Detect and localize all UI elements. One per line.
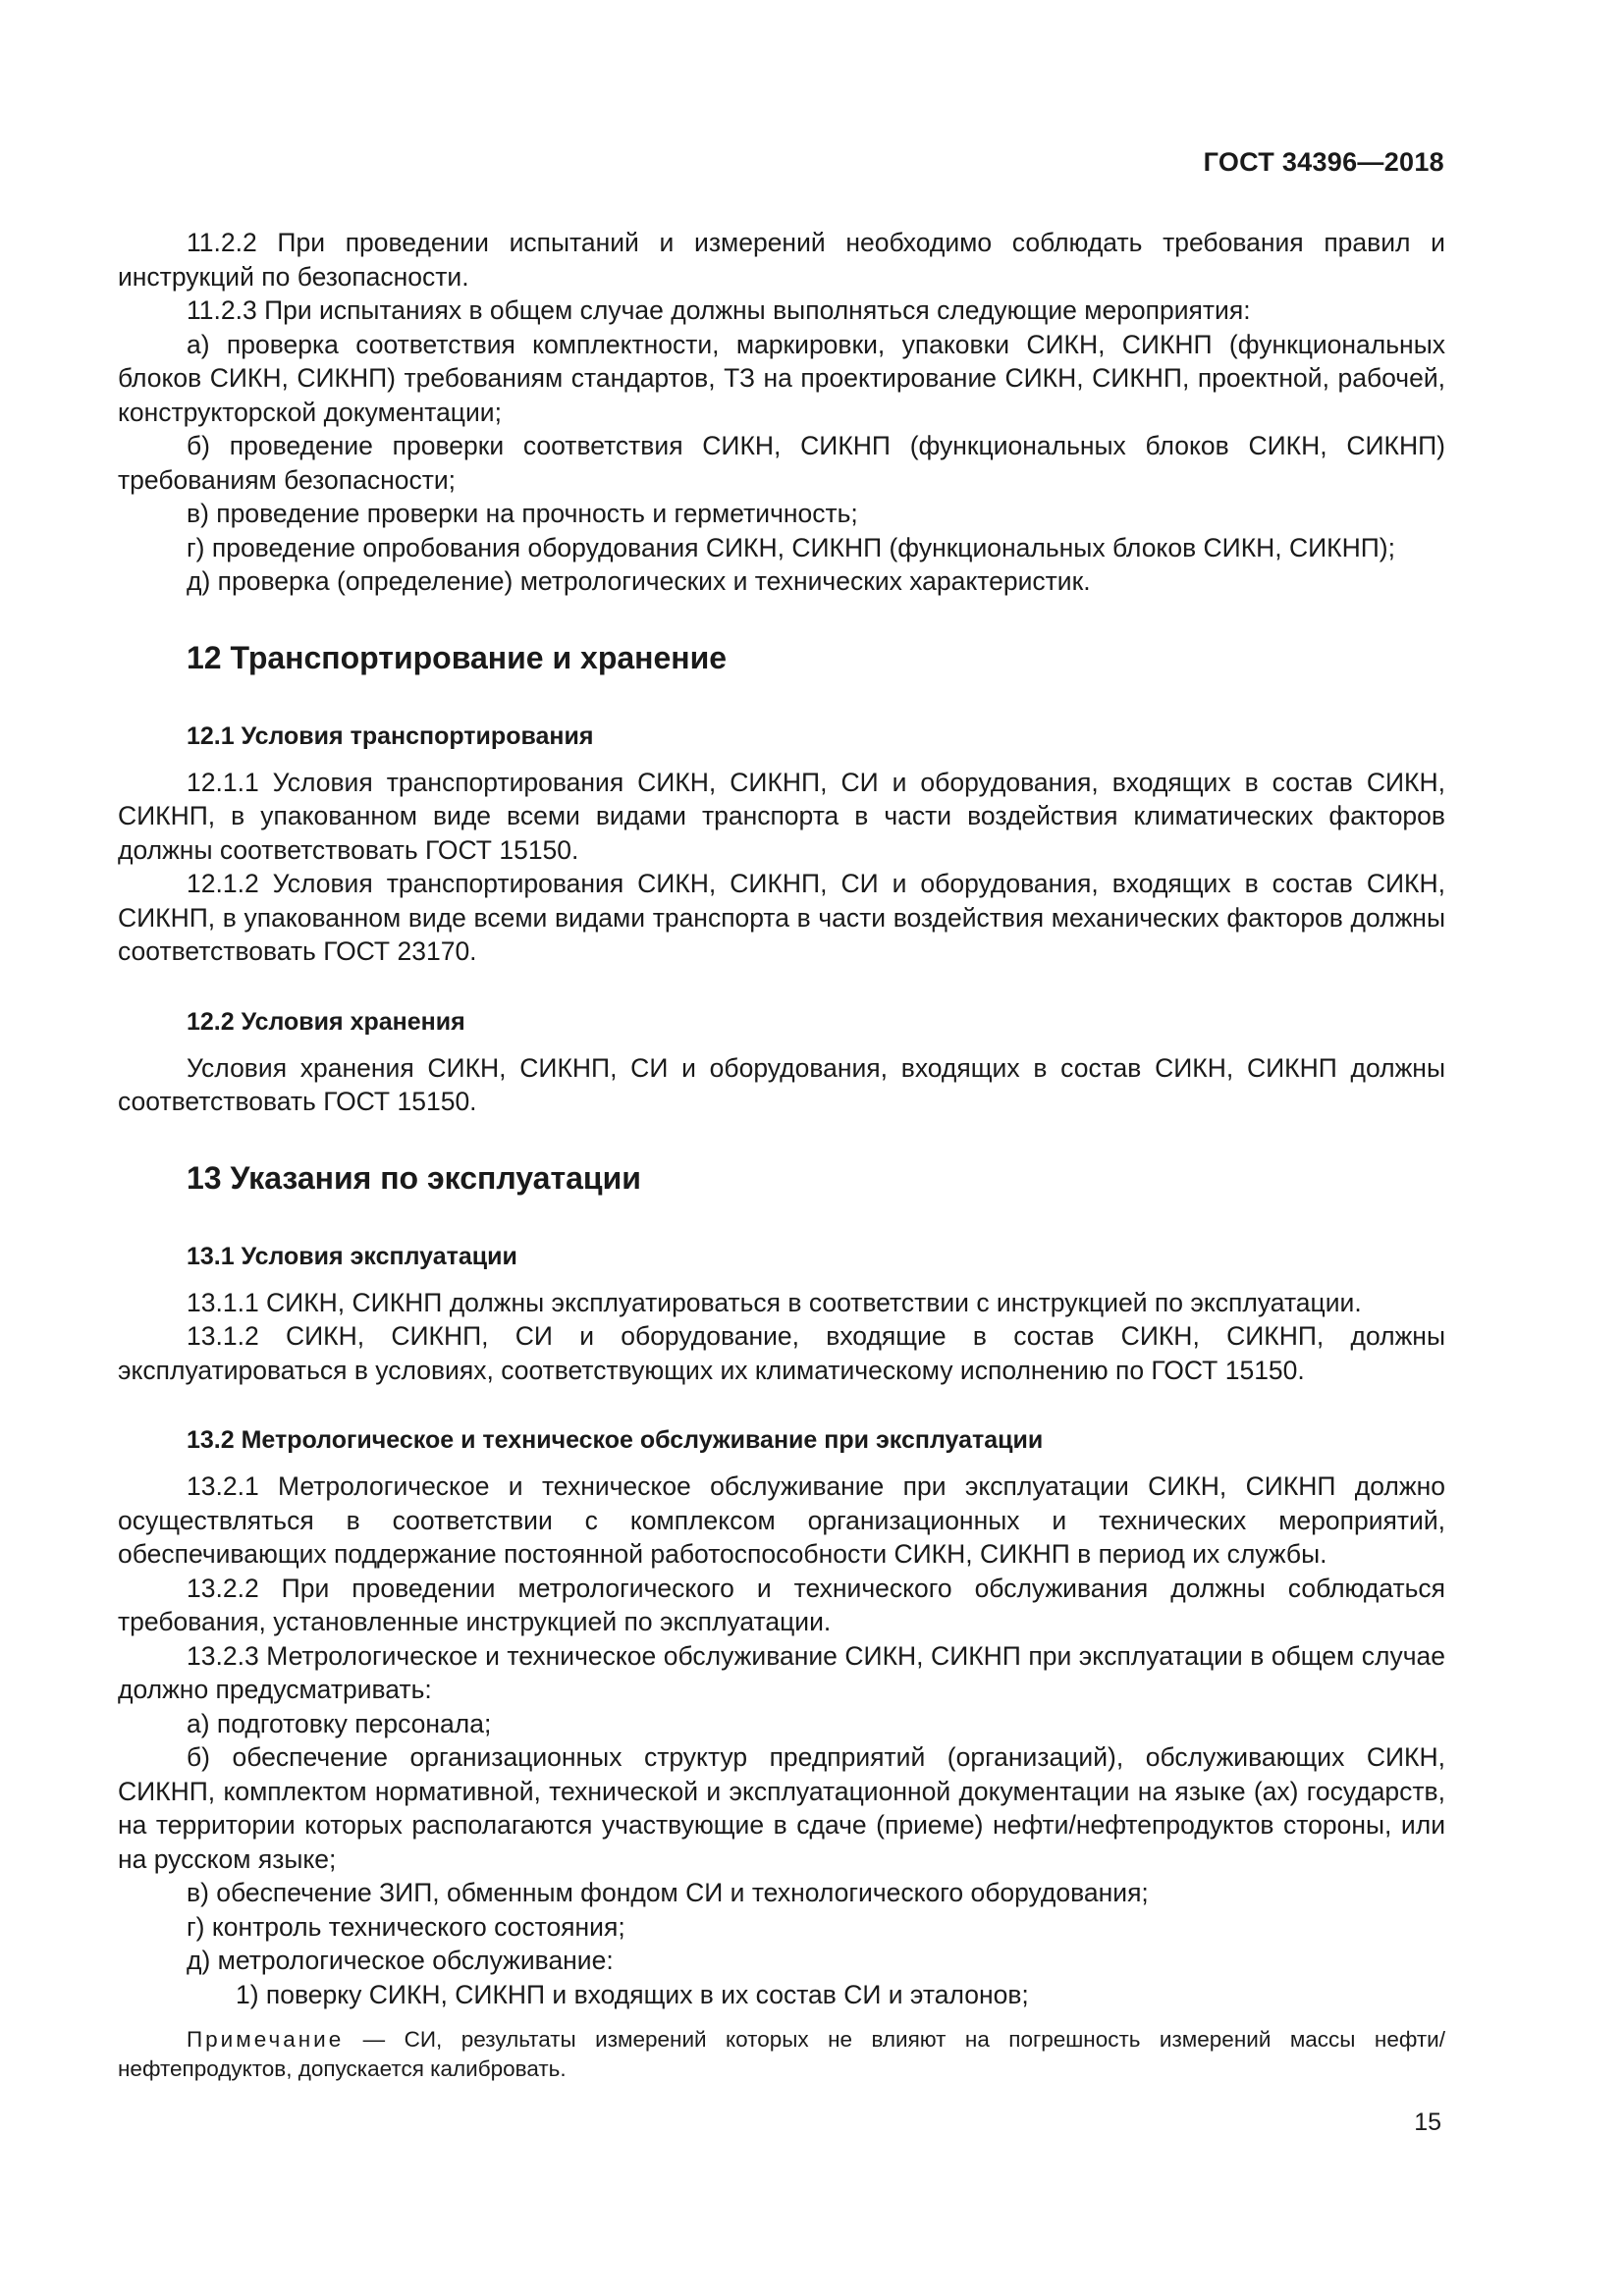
list-item-g: г) контроль технического состояния; <box>187 1911 625 1942</box>
list-item-b: б) обеспечение организационных структур предприятий (организаций), обслуживающих СИКН, СИКНП, комплектом нормативной, технической и эксплуатационной документации на языке (ах) государств, на территории которых располагаются участвующие в сдаче (приеме) нефти/нефтепродуктов стороны, или на русском языке; <box>118 1742 1445 1874</box>
list-item-a: а) подготовку персонала; <box>187 1708 492 1738</box>
subsection-12-1-heading: 12.1 Условия транспортирования <box>187 721 594 750</box>
paragraph-13-2-3: 13.2.3 Метрологическое и техническое обслуживание СИКН, СИКНП при эксплуатации в общем случае должно предусматривать: <box>118 1640 1445 1704</box>
subsection-12-2-heading: 12.2 Условия хранения <box>187 1007 465 1036</box>
list-item-d: д) проверка (определение) метрологических и технических характеристик. <box>187 566 1091 596</box>
paragraph-11-2-3: 11.2.3 При испытаниях в общем случае должны выполняться следующие мероприятия: <box>187 295 1251 325</box>
paragraph-13-1-1: 13.1.1 СИКН, СИКНП должны эксплуатироваться в соответствии с инструкцией по эксплуатации. <box>187 1287 1362 1317</box>
list-item-v: в) проведение проверки на прочность и герметичность; <box>187 499 858 528</box>
paragraph-13-2-1: 13.2.1 Метрологическое и техническое обслуживание при эксплуатации СИКН, СИКНП должно осуществляться в соответствии с комплексом организационных и технических мероприятий, обеспечивающих поддержание постоянной работоспособности СИКН, СИКНП в период их службы. <box>118 1471 1445 1569</box>
page-number: 15 <box>1414 2109 1441 2136</box>
paragraph-12-1-1: 12.1.1 Условия транспортирования СИКН, СИКНП, СИ и оборудования, входящих в состав СИКН, СИКНП, в упакованном виде всеми видами транспорта в части воздействия климатических факторов должны соответствовать ГОСТ 15150. <box>118 767 1445 865</box>
list-item-v: в) обеспечение ЗИП, обменным фондом СИ и технологического оборудования; <box>187 1878 1149 1907</box>
list-item-d-1: 1) поверку СИКН, СИКНП и входящих в их состав СИ и эталонов; <box>236 1979 1029 2009</box>
subsection-13-1-heading: 13.1 Условия эксплуатации <box>187 1242 517 1270</box>
page-content <box>118 226 1445 2084</box>
document-code: ГОСТ 34396—2018 <box>1203 147 1444 177</box>
list-item-g: г) проведение опробования оборудования СИКН, СИКНП (функциональных блоков СИКН, СИКНП); <box>187 532 1395 562</box>
paragraph-12-1-2: 12.1.2 Условия транспортирования СИКН, СИКНП, СИ и оборудования, входящих в состав СИКН, СИКНП, в упакованном виде всеми видами транспорта в части воздействия механических факторов должны соответствовать ГОСТ 23170. <box>118 869 1445 966</box>
note <box>118 2025 1445 2084</box>
section-13-heading: 13 Указания по эксплуатации <box>187 1159 641 1196</box>
note-text: — СИ, результаты измерений которых не влияют на погрешность измерений массы нефти/нефтепродуктов, допускается калибровать. <box>118 2027 1445 2081</box>
paragraph-13-1-2: 13.1.2 СИКН, СИКНП, СИ и оборудование, входящие в состав СИКН, СИКНП, должны эксплуатироваться в условиях, соответствующих их климатическому исполнению по ГОСТ 15150. <box>118 1321 1445 1385</box>
subsection-13-2-heading: 13.2 Метрологическое и техническое обслуживание при эксплуатации <box>187 1426 1044 1454</box>
list-item-a: а) проверка соответствия комплектности, маркировки, упаковки СИКН, СИКНП (функциональных блоков СИКН, СИКНП) требованиям стандартов, ТЗ на проектирование СИКН, СИКНП, проектной, рабочей, конструкторской документации; <box>118 329 1445 427</box>
list-item-d: д) метрологическое обслуживание: <box>187 1946 614 1975</box>
note-label: Примечание <box>187 2027 345 2052</box>
section-12-heading: 12 Транспортирование и хранение <box>187 639 728 675</box>
paragraph-11-2-2: 11.2.2 При проведении испытаний и измерений необходимо соблюдать требования правил и инструкций по безопасности. <box>118 228 1445 292</box>
paragraph-12-2: Условия хранения СИКН, СИКНП, СИ и оборудования, входящих в состав СИКН, СИКНП должны соответствовать ГОСТ 15150. <box>118 1052 1445 1116</box>
paragraph-13-2-2: 13.2.2 При проведении метрологического и технического обслуживания должны соблюдаться требования, установленные инструкцией по эксплуатации. <box>118 1573 1445 1636</box>
list-item-b: б) проведение проверки соответствия СИКН, СИКНП (функциональных блоков СИКН, СИКНП) требованиям безопасности; <box>118 431 1445 495</box>
